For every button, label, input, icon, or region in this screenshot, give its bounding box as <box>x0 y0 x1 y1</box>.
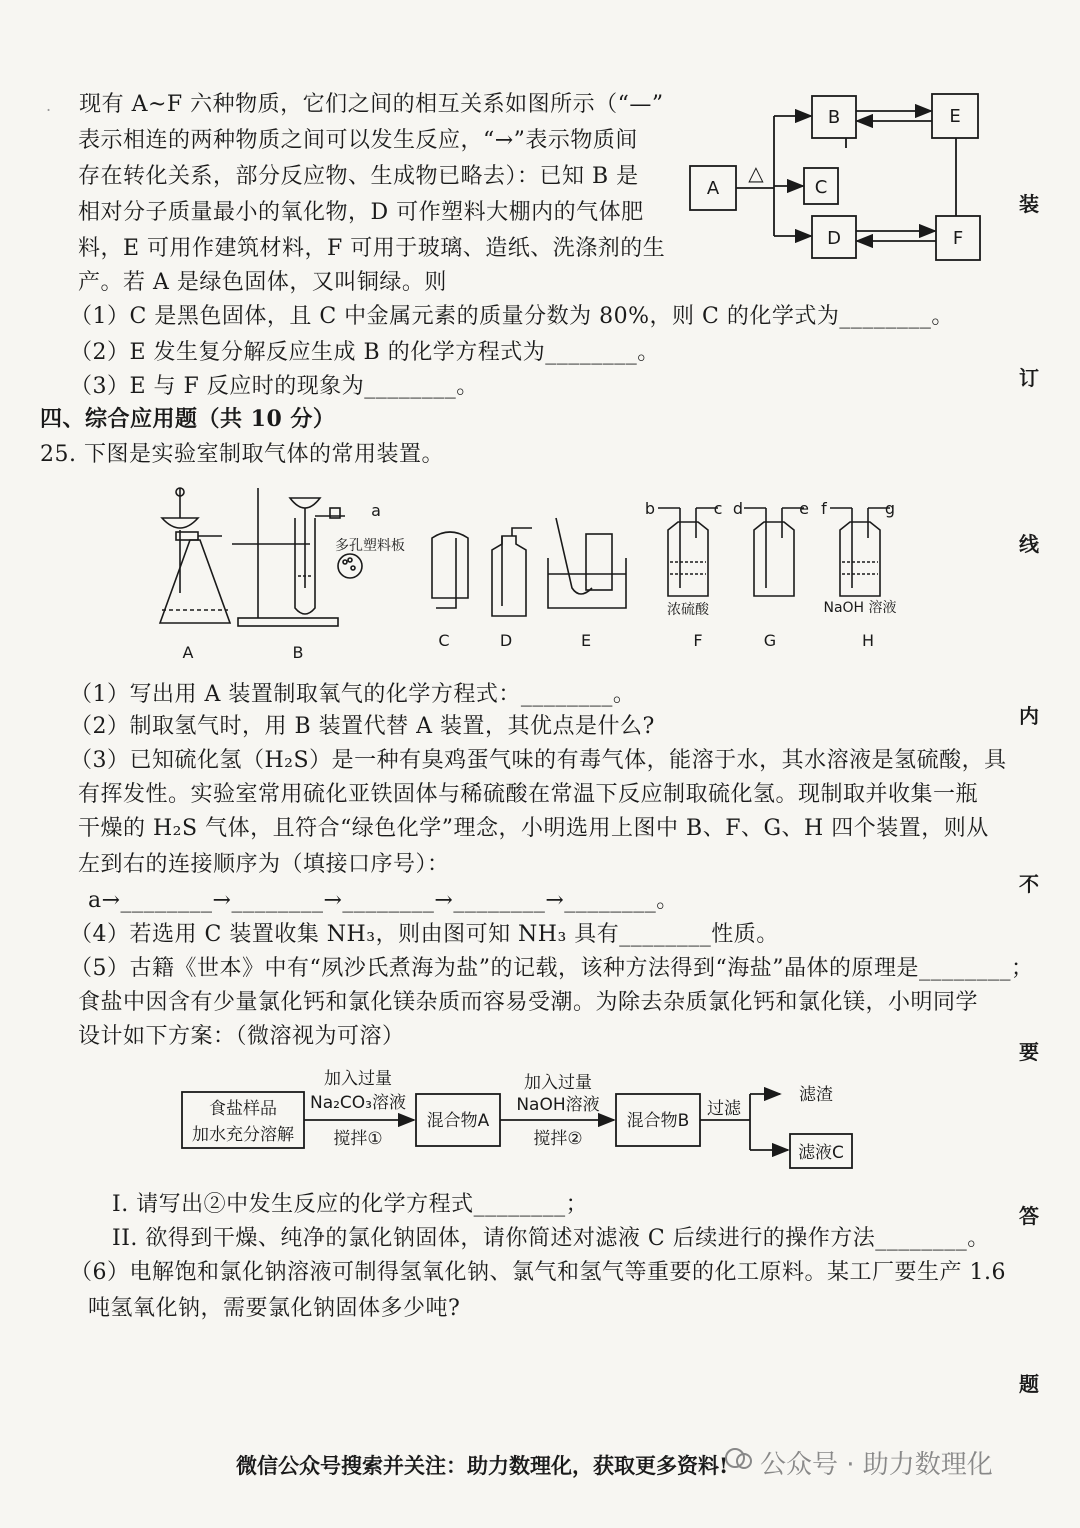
q24-intro-line-5: 料，E 可用作建筑材料，F 可用于玻璃、造纸、洗涤剂的生 <box>78 236 666 261</box>
apparatus-h <box>830 508 890 596</box>
q25-line-4: 有挥发性。实验室常用硫化亚铁固体与稀硫酸在常温下反应制取硫化氢。现制取并收集一瓶 <box>78 782 979 807</box>
flow-arrow2-top1: 加入过量 <box>524 1073 592 1093</box>
flow-residue-label: 滤渣 <box>799 1085 833 1105</box>
label-apparatus-d: D <box>499 631 513 650</box>
q25-line-6a: （6）电解饱和氯化钠溶液可制得氢氧化钠、氯气和氢气等重要的化工原料。某工厂要生产 1.6 <box>70 1260 1006 1285</box>
q25-line-5: 干燥的 H₂S 气体，且符合“绿色化学”理念，小明选用上图中 B、F、G、H 四个装置，则从 <box>78 816 989 841</box>
footer <box>0 1430 1080 1500</box>
margin-char-6: 要 <box>1019 1040 1039 1064</box>
q25-part-ii: II. 欲得到干燥、纯净的氯化钠固体，请你简述对滤液 C 后续进行的操作方法________。 <box>112 1226 990 1251</box>
margin-char-4: 内 <box>1019 704 1039 728</box>
margin-char-3: 线 <box>1019 532 1039 556</box>
margin-char-8: 题 <box>1019 1372 1039 1396</box>
q25-line-9: （5）古籍《世本》中有“夙沙氏煮海为盐”的记载，该种方法得到“海盐”晶体的原理是________； <box>70 956 1034 981</box>
label-port-b: b <box>644 499 656 518</box>
apparatus-d <box>492 528 532 616</box>
margin-char-1: 装 <box>1019 192 1039 216</box>
q24-sub-2: （2）E 发生复分解反应生成 B 的化学方程式为________。 <box>70 340 660 365</box>
flow-filtrate-label: 滤液C <box>798 1143 844 1163</box>
q24-intro-line-2: 表示相连的两种物质之间可以发生反应，“→”表示物质间 <box>78 128 638 153</box>
label-port-c: c <box>713 499 723 518</box>
heat-symbol: △ <box>748 161 764 185</box>
q24-intro-line-6: 产。若 A 是绿色固体，又叫铜绿。则 <box>78 270 447 295</box>
q24-relation-diagram <box>684 88 994 278</box>
label-port-e: e <box>799 499 809 518</box>
footer-promo-text: 微信公众号搜索并关注：助力数理化，获取更多资料! <box>236 1453 729 1478</box>
label-apparatus-g: G <box>763 631 777 650</box>
label-port-g: g <box>884 499 896 518</box>
q25-part-i: I. 请写出②中发生反应的化学方程式________； <box>112 1192 589 1217</box>
label-d: D <box>827 228 841 249</box>
label-apparatus-e: E <box>580 631 592 650</box>
q25-line-1: （1）写出用 A 装置制取氧气的化学方程式：________。 <box>70 682 636 707</box>
flow-box3-label: 混合物B <box>626 1111 690 1131</box>
margin-char-2: 订 <box>1019 366 1039 390</box>
section-4-heading: 四、综合应用题（共 10 分） <box>40 406 336 432</box>
flow-filter-label: 过滤 <box>707 1099 741 1119</box>
flow-arrow2-bottom: 搅拌② <box>533 1129 583 1149</box>
label-naoh-solution: NaOH 溶液 <box>823 600 897 616</box>
label-apparatus-a: A <box>182 643 194 662</box>
q25-apparatus-diagram <box>140 478 920 668</box>
q24-number-fragment: . <box>46 96 52 115</box>
label-e: E <box>949 106 961 127</box>
q25-line-3: （3）已知硫化氢（H₂S）是一种有臭鸡蛋气味的有毒气体，能溶于水，其水溶液是氢硫酸，具 <box>70 748 1007 773</box>
flow-arrow1-top2: Na₂CO₃溶液 <box>309 1093 407 1113</box>
q25-intro: 25. 下图是实验室制取气体的常用装置。 <box>40 442 444 467</box>
q24-intro-line-3: 存在转化关系，部分反应物、生成物已略去）：已知 B 是 <box>78 164 639 189</box>
q24-intro-line-1: . 现有 A~F 六种物质，它们之间的相互关系如图所示（“—” <box>46 92 664 117</box>
label-a: A <box>706 178 720 199</box>
label-f: F <box>952 228 964 249</box>
apparatus-a <box>160 488 230 623</box>
purification-flowchart <box>176 1064 896 1174</box>
q24-sub-1: （1）C 是黑色固体，且 C 中金属元素的质量分数为 80%，则 C 的化学式为________。 <box>70 304 954 329</box>
label-porous-plate: 多孔塑料板 <box>335 538 405 554</box>
q25-line-2: （2）制取氢气时，用 B 装置代替 A 装置，其优点是什么? <box>70 714 655 739</box>
apparatus-e <box>548 518 626 608</box>
wechat-icon <box>724 1446 754 1472</box>
flow-box1-line2: 加水充分溶解 <box>192 1125 294 1145</box>
margin-char-5: 不 <box>1019 872 1039 896</box>
label-b: B <box>827 107 841 128</box>
label-port-f: f <box>821 499 827 518</box>
label-c: C <box>814 177 828 198</box>
q25-line-7: a→________→________→________→________→________。 <box>88 888 679 913</box>
label-apparatus-h: H <box>861 631 875 650</box>
label-apparatus-b: B <box>292 643 304 662</box>
label-port-d: d <box>732 499 744 518</box>
q24-sub-3: （3）E 与 F 反应时的现象为________。 <box>70 374 479 399</box>
q25-line-6b: 吨氢氧化钠，需要氯化钠固体多少吨? <box>88 1296 461 1321</box>
q25-line-8: （4）若选用 C 装置收集 NH₃，则由图可知 NH₃ 具有________性质。 <box>70 922 779 947</box>
watermark: 公众号 · 助力数理化 <box>760 1450 993 1480</box>
q25-line-10: 食盐中因含有少量氯化钙和氯化镁杂质而容易受潮。为除去杂质氯化钙和氯化镁，小明同学 <box>78 990 979 1015</box>
q25-line-11: 设计如下方案：（微溶视为可溶） <box>78 1024 405 1049</box>
label-apparatus-f: F <box>693 631 703 650</box>
q25-line-6: 左到右的连接顺序为（填接口序号）： <box>78 852 450 877</box>
flow-box1-line1: 食盐样品 <box>209 1099 277 1119</box>
flow-arrow1-bottom: 搅拌① <box>333 1129 383 1149</box>
flow-box2-label: 混合物A <box>426 1111 490 1131</box>
label-conc-h2so4: 浓硫酸 <box>667 602 709 618</box>
label-apparatus-c: C <box>438 631 450 650</box>
apparatus-f <box>658 508 718 596</box>
margin-char-7: 答 <box>1019 1204 1039 1228</box>
flow-arrow1-top1: 加入过量 <box>324 1069 392 1089</box>
apparatus-b <box>232 488 362 626</box>
apparatus-c <box>432 532 468 608</box>
label-port-a: a <box>371 501 381 520</box>
flow-arrow2-top2: NaOH溶液 <box>516 1095 600 1115</box>
apparatus-g <box>744 508 804 596</box>
q24-intro-line-4: 相对分子质量最小的氧化物，D 可作塑料大棚内的气体肥 <box>78 200 644 225</box>
